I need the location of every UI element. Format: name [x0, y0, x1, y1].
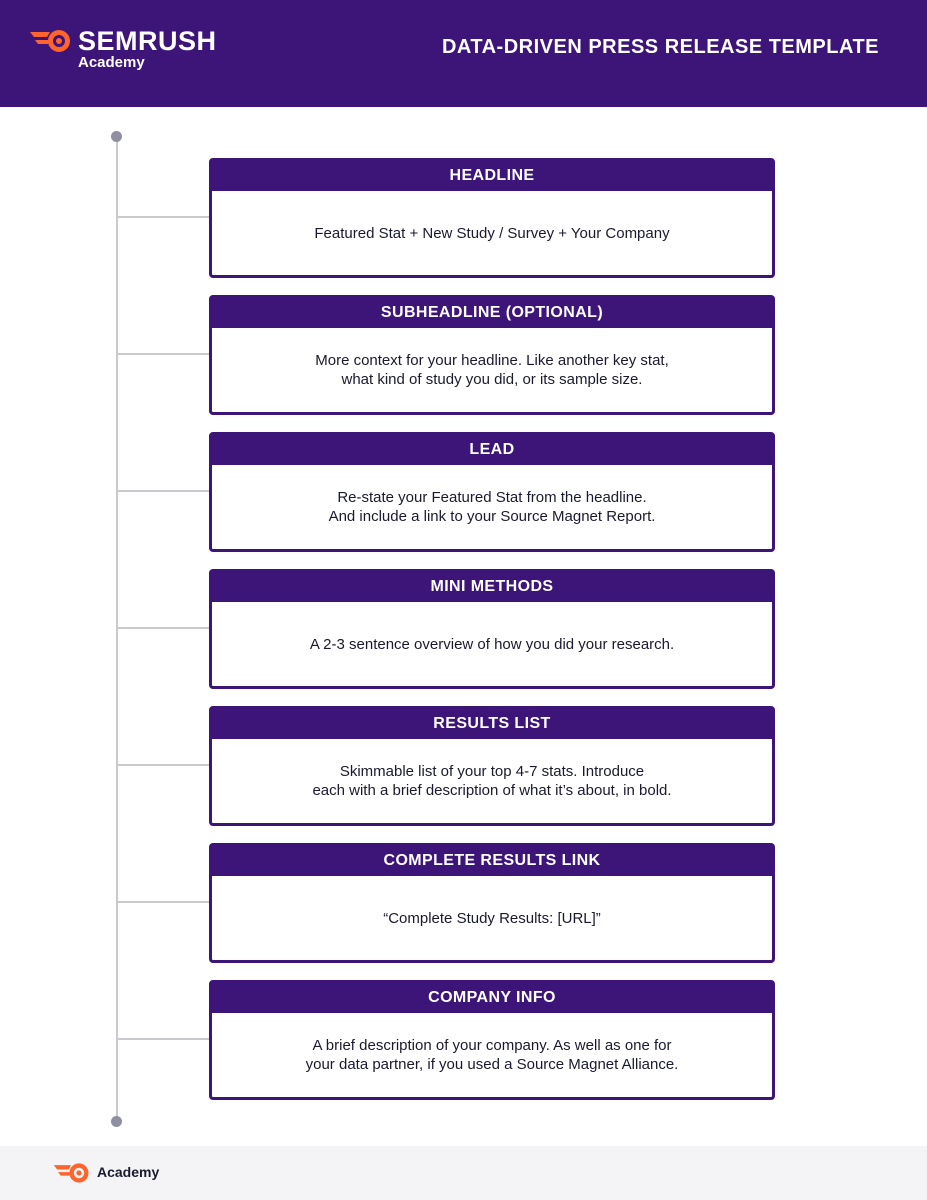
section-text-line: Re-state your Featured Stat from the headline. — [337, 489, 647, 506]
timeline-connector — [117, 627, 212, 629]
page-title: DATA-DRIVEN PRESS RELEASE TEMPLATE — [441, 36, 879, 58]
section-text-line: your data partner, if you used a Source Magnet Alliance. — [305, 1056, 679, 1073]
timeline-connector — [117, 901, 212, 903]
timeline-connector — [117, 490, 212, 492]
section-lead — [209, 432, 775, 552]
section-title: LEAD — [212, 435, 772, 465]
timeline-start-dot — [111, 131, 122, 142]
section-title: MINI METHODS — [212, 572, 772, 602]
section-text-line: each with a brief description of what it’s about, in bold. — [312, 782, 672, 799]
section-body — [212, 739, 772, 823]
section-text-line: A 2-3 sentence overview of how you did your research. — [309, 635, 675, 653]
section-title: COMPLETE RESULTS LINK — [212, 846, 772, 876]
semrush-flame-icon — [52, 1161, 92, 1185]
section-headline — [209, 158, 775, 278]
brand-name: SEMRUSH — [78, 26, 217, 56]
timeline-connector — [117, 353, 212, 355]
section-title: HEADLINE — [212, 161, 772, 191]
section-body — [212, 191, 772, 275]
semrush-academy-logo[interactable] — [28, 26, 228, 76]
header-banner — [0, 0, 927, 107]
section-title: SUBHEADLINE (OPTIONAL) — [212, 298, 772, 328]
timeline-connector — [117, 1038, 212, 1040]
section-text-line: Featured Stat + New Study / Survey + Your Company — [314, 224, 670, 242]
timeline-connector — [117, 764, 212, 766]
section-body — [212, 602, 772, 686]
section-title: COMPANY INFO — [212, 983, 772, 1013]
timeline-connector — [117, 216, 212, 218]
section-body — [212, 876, 772, 960]
section-text-line: A brief description of your company. As well as one for — [312, 1037, 672, 1054]
section-text-line: Skimmable list of your top 4-7 stats. Introduce — [339, 763, 645, 780]
section-complete-results-link — [209, 843, 775, 963]
section-subheadline — [209, 295, 775, 415]
section-company-info — [209, 980, 775, 1100]
footer-brand-sub: Academy — [97, 1164, 160, 1180]
timeline-end-dot — [111, 1116, 122, 1127]
section-mini-methods — [209, 569, 775, 689]
section-title: RESULTS LIST — [212, 709, 772, 739]
footer — [0, 1146, 927, 1200]
section-text-line: “Complete Study Results: [URL]” — [383, 909, 601, 927]
section-text-line: And include a link to your Source Magnet Report. — [328, 508, 656, 525]
section-text-line: what kind of study you did, or its sample size. — [341, 371, 643, 388]
brand-sub: Academy — [78, 54, 145, 71]
section-text-line: More context for your headline. Like another key stat, — [315, 352, 669, 369]
section-body — [212, 1013, 772, 1097]
semrush-flame-icon — [28, 28, 74, 54]
section-body — [212, 328, 772, 412]
section-body — [212, 465, 772, 549]
section-results-list — [209, 706, 775, 826]
